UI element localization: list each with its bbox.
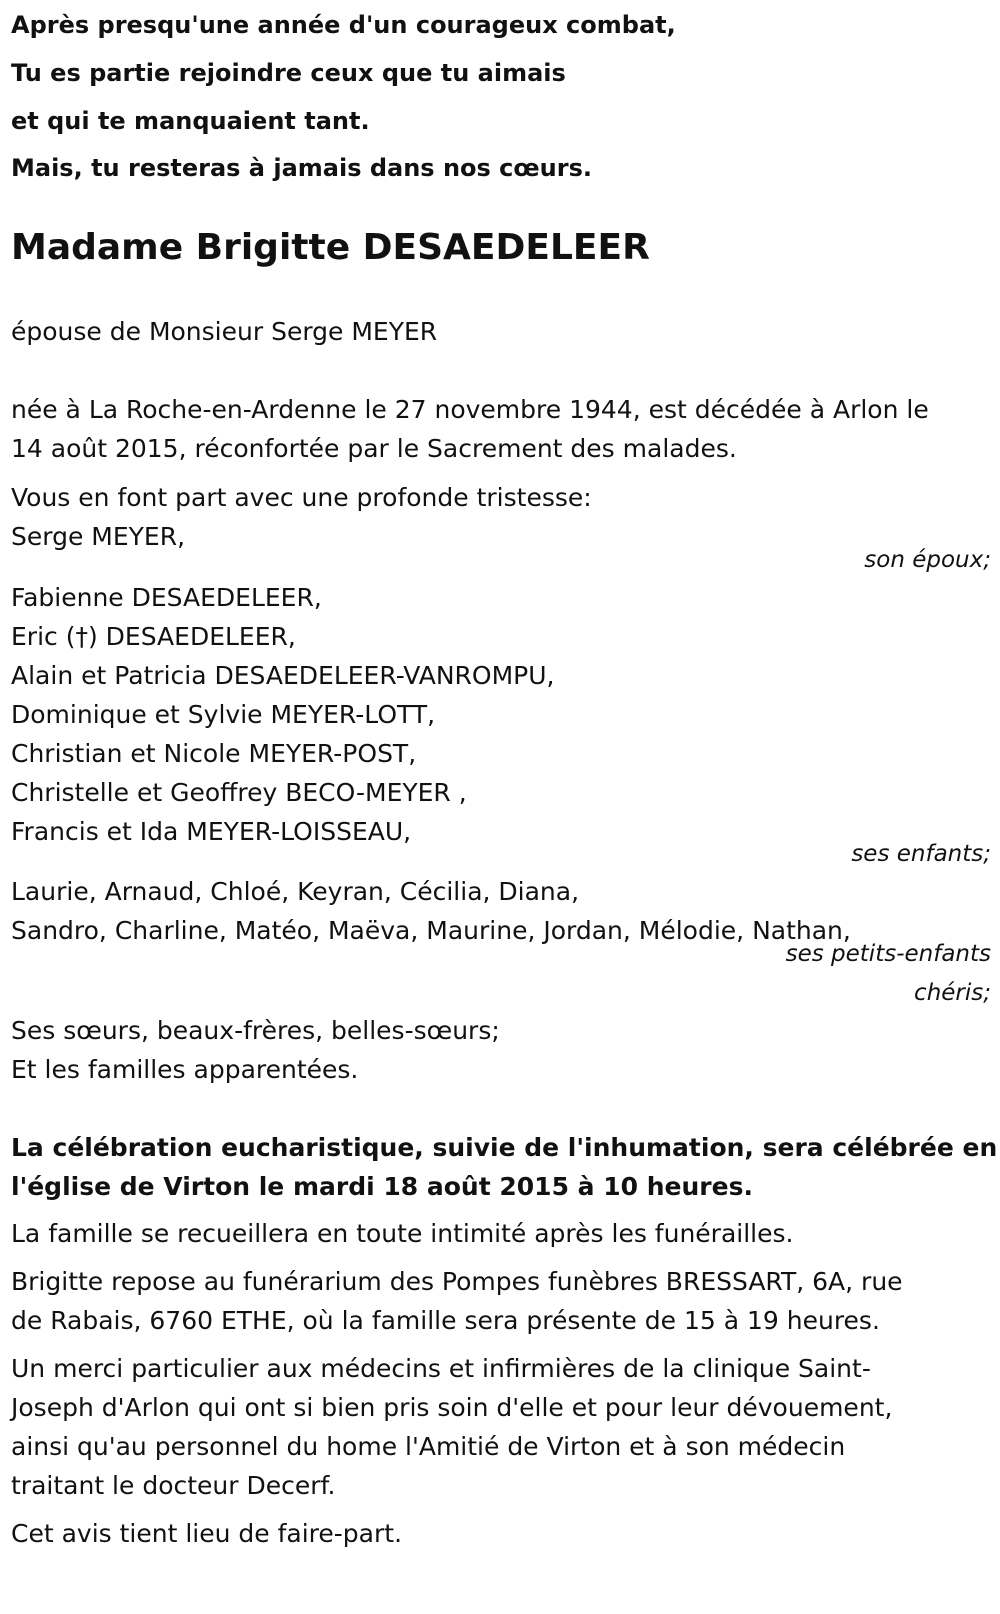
- text-line: traitant le docteur Decerf.: [11, 1471, 336, 1500]
- announcement: Vous en font part avec une profonde tristesse:: [11, 483, 592, 512]
- spouse-role: son époux;: [864, 547, 991, 573]
- poem-line: Après presqu'une année d'un courageux combat,: [11, 11, 676, 39]
- poem-line: Mais, tu resteras à jamais dans nos cœurs.: [11, 154, 592, 182]
- grandchildren-line: Laurie, Arnaud, Chloé, Keyran, Cécilia, Diana,: [11, 877, 580, 906]
- grandchildren-role: ses petits-enfants: [785, 941, 991, 967]
- child-entry: Francis et Ida MEYER-LOISSEAU,: [11, 817, 412, 846]
- grandchildren-line: Sandro, Charline, Matéo, Maëva, Maurine, Jordan, Mélodie, Nathan,: [11, 916, 851, 945]
- poem-line: Tu es partie rejoindre ceux que tu aimais: [11, 59, 566, 87]
- text-line: de Rabais, 6760 ETHE, où la famille sera présente de 15 à 19 heures.: [11, 1306, 880, 1335]
- closing-note: Cet avis tient lieu de faire-part.: [11, 1519, 403, 1548]
- ceremony-line: l'église de Virton le mardi 18 août 2015 à 10 heures.: [11, 1172, 753, 1201]
- poem-line: et qui te manquaient tant.: [11, 107, 370, 135]
- child-entry: Alain et Patricia DESAEDELEER-VANROMPU,: [11, 661, 555, 690]
- child-entry: Dominique et Sylvie MEYER-LOTT,: [11, 700, 436, 729]
- relatives-line: Et les familles apparentées.: [11, 1055, 359, 1084]
- spouse-name: Serge MEYER,: [11, 522, 186, 551]
- grandchildren-role: chéris;: [914, 980, 991, 1006]
- text-line: née à La Roche-en-Ardenne le 27 novembre 1944, est décédée à Arlon le: [11, 395, 929, 424]
- text-line: Brigitte repose au funérarium des Pompes funèbres BRESSART, 6A, rue: [11, 1267, 903, 1296]
- text-line: ainsi qu'au personnel du home l'Amitié de Virton et à son médecin: [11, 1432, 846, 1461]
- children-role: ses enfants;: [851, 841, 991, 867]
- text-line: Joseph d'Arlon qui ont si bien pris soin d'elle et pour leur dévouement,: [11, 1393, 893, 1422]
- child-entry: Christian et Nicole MEYER-POST,: [11, 739, 417, 768]
- ceremony-line: La célébration eucharistique, suivie de l'inhumation, sera célébrée en: [11, 1133, 998, 1162]
- deceased-name: Madame Brigitte DESAEDELEER: [11, 227, 650, 268]
- child-entry: Eric (†) DESAEDELEER,: [11, 622, 296, 651]
- child-entry: Christelle et Geoffrey BECO-MEYER ,: [11, 778, 467, 807]
- spouse-line: épouse de Monsieur Serge MEYER: [11, 317, 438, 346]
- child-entry: Fabienne DESAEDELEER,: [11, 583, 322, 612]
- text-line: 14 août 2015, réconfortée par le Sacrement des malades.: [11, 434, 737, 463]
- intimacy-note: La famille se recueillera en toute intimité après les funérailles.: [11, 1219, 794, 1248]
- text-line: Un merci particulier aux médecins et infirmières de la clinique Saint-: [11, 1354, 871, 1383]
- relatives-line: Ses sœurs, beaux-frères, belles-sœurs;: [11, 1016, 500, 1045]
